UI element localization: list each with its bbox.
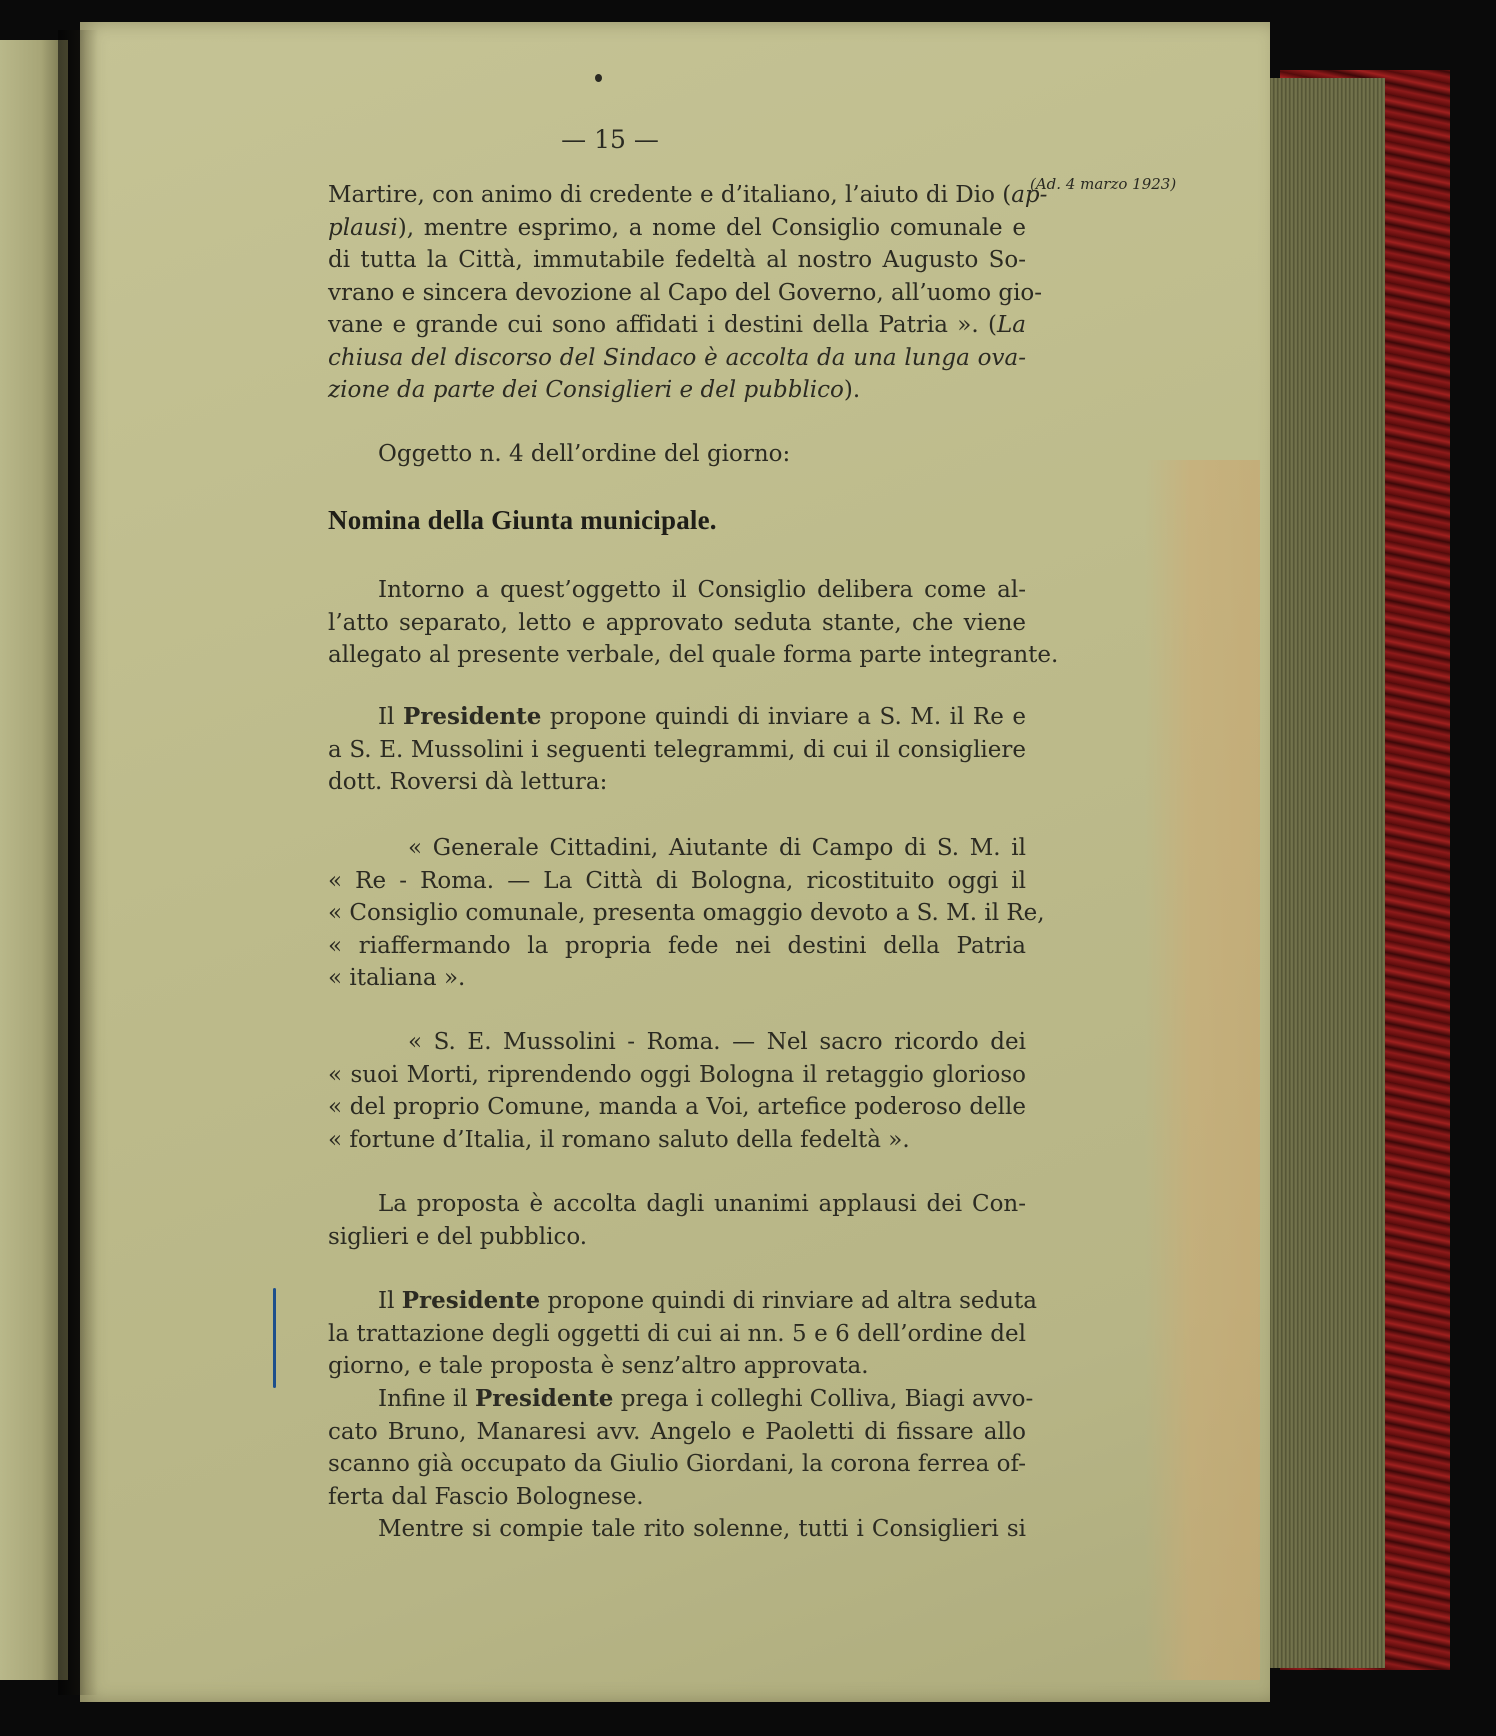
margin-note-date: (Ad. 4 marzo 1923) <box>1030 175 1177 193</box>
paragraph-telegram-proposal: Il Presidente propone quindi di inviare a S. M. il Re e a S. E. Mussolini i seguenti telegrammi, di cui il consigliere dott. Roversi dà lettura: <box>328 703 1026 795</box>
paragraph-postponement: Il Presidente propone quindi di rinviare ad altra seduta la trattazione degli oggetti di cui ai nn. 5 e 6 dell’ordine del giorno, e tale proposta è senz’altro approvata. <box>328 1287 1037 1379</box>
paragraph-ceremony: Mentre si compie tale rito solenne, tutti i Consiglieri si <box>378 1516 1026 1542</box>
telegram-king: « Generale Cittadini, Aiutante di Campo di S. M. il « Re - Roma. — La Città di Bologna, ricostituito oggi il « Consiglio comunale, presenta omaggio devoto a S. M. il Re, « riaffermando la propria fede nei destini della Patria « italiana ». <box>328 835 1045 991</box>
spine-shadow <box>58 30 98 1695</box>
page-number: — 15 — <box>561 125 659 154</box>
page-edges <box>1270 78 1385 1668</box>
telegram-mussolini: « S. E. Mussolini - Roma. — Nel sacro ricordo dei « suoi Morti, riprendendo oggi Bologna il retaggio glorioso « del proprio Comune, manda a Voi, artefice poderoso delle « fortune d’Italia, il romano saluto della fedeltà ». <box>328 1029 1026 1153</box>
blue-pencil-mark <box>273 1288 276 1388</box>
paragraph-iron-crown: Infine il Presidente prega i colleghi Colliva, Biagi avvo- cato Bruno, Manaresi avv. Angelo e Paoletti di fissare allo scanno già occupato da Giulio Giordani, la corona ferrea of- ferta dal Fascio Bolognese. <box>328 1385 1034 1510</box>
paragraph-speech-end: Martire, con animo di credente e d’italiano, l’aiuto di Dio (ap- plausi), mentre esprimo, a nome del Consiglio comunale e di tutta la Città, immutabile fedeltà al nostro Augusto So- vrano e sincera devozione al Capo del Governo, all’uomo gio- vane e grande cui sono affidati i destini della Patria ». (La chiusa del discorso del Sindaco è accolta da una lunga ova- zione da parte dei Consiglieri e del pubblico). <box>328 182 1048 403</box>
section-heading: Nomina della Giunta municipale. <box>328 505 717 535</box>
ink-dot <box>595 74 602 82</box>
agenda-item: Oggetto n. 4 dell’ordine del giorno: <box>378 441 791 467</box>
paragraph-applause: La proposta è accolta dagli unanimi applausi dei Con- siglieri e del pubblico. <box>328 1191 1026 1250</box>
paragraph-deliberation: Intorno a quest’oggetto il Consiglio delibera come al- l’atto separato, letto e approvato seduta stante, che viene allegato al presente verbale, del quale forma parte integrante. <box>328 577 1059 668</box>
paper-stain <box>1145 460 1260 1680</box>
